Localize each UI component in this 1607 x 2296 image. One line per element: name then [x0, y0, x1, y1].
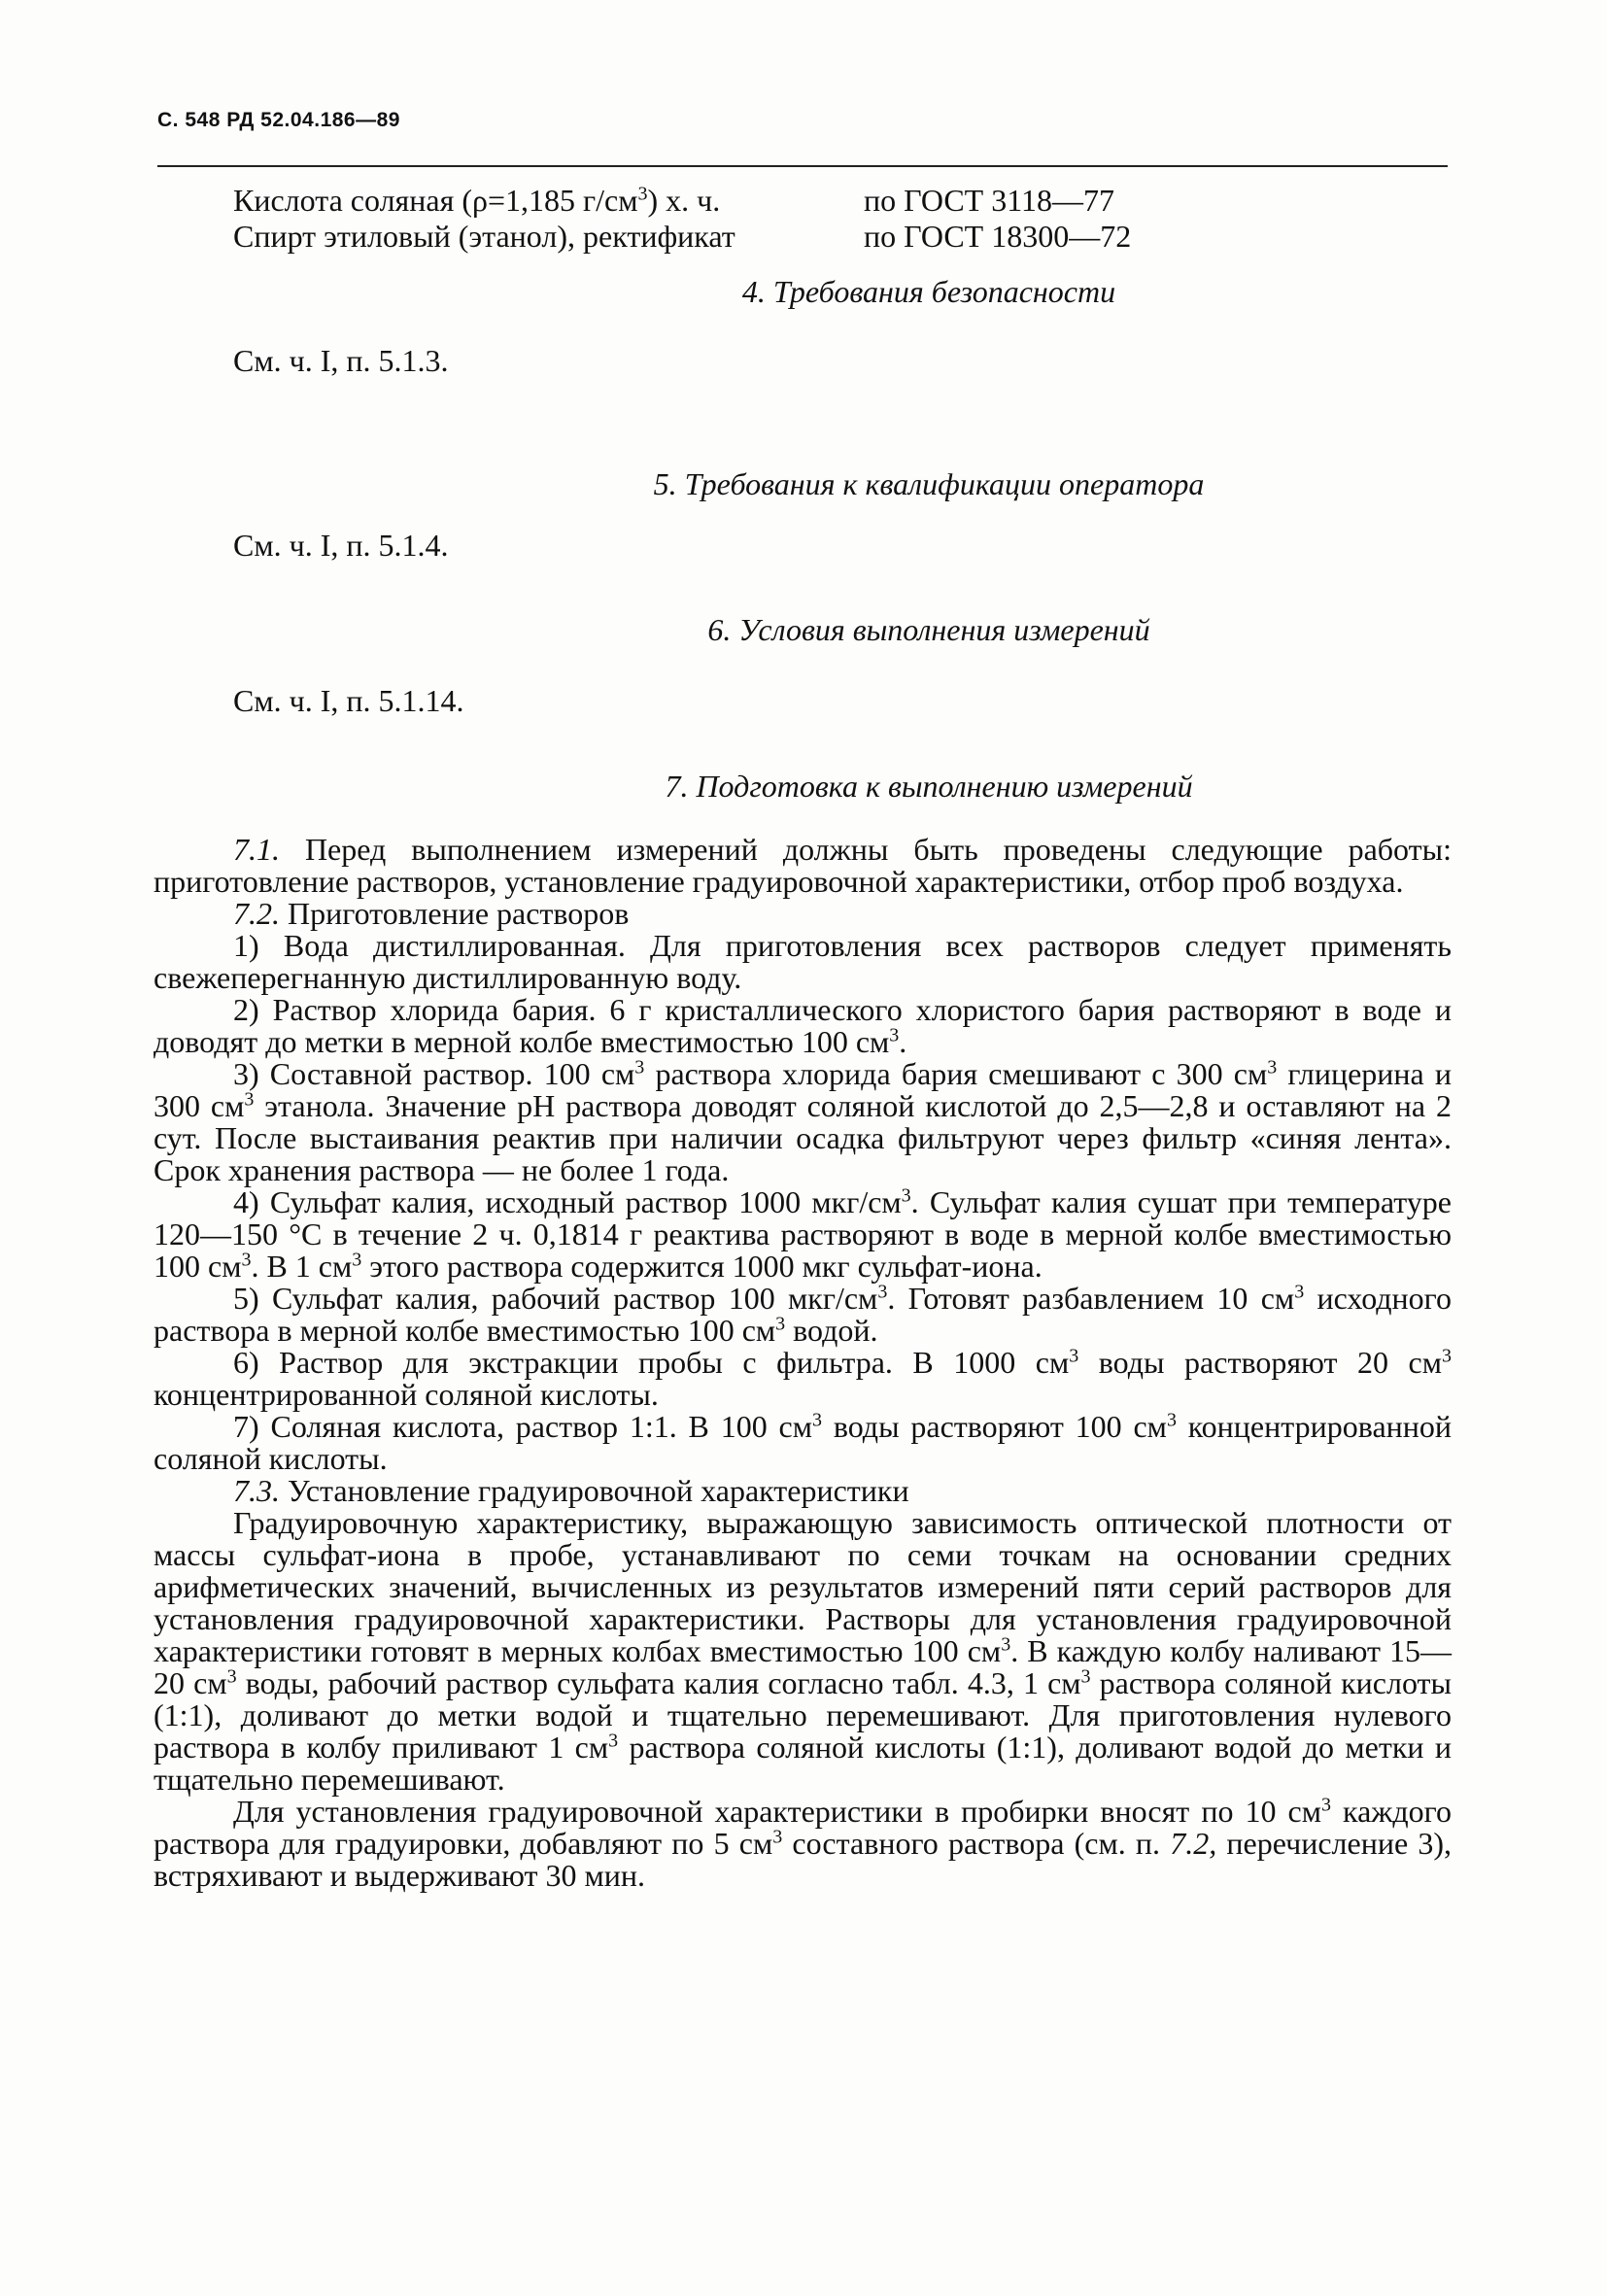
list-item-6: 6) Раствор для экстракции пробы с фильтра. В 1000 $см^3$ воды растворяют 20 $см^3$ концентрированной соляной кислоты. [154, 1345, 1453, 1412]
material-row [154, 185, 1452, 221]
list-item-1: 1) Вода дистиллированная. Для приготовления всех растворов следует применять свежеперегнанную дистиллированную воду. [154, 928, 1452, 995]
section-title-7: 7. Подготовка к выполнению измерений [665, 769, 1193, 804]
document-body [154, 185, 1452, 1892]
list-item-4: 4) Сульфат калия, исходный раствор 1000 мкг/$см^3$. Сульфат калия сушат при температуре 120—150 °С в течение 2 ч. 0,1814 г реактива растворяют в воде в мерной колбе вместимостью 100 $см^3$. В 1 $см^3$ этого раствора содержится 1000 мкг сульфат-иона. [154, 1184, 1452, 1284]
paragraph-7-2: 7.2. Приготовление растворов [233, 896, 630, 931]
header-rule [157, 165, 1448, 167]
material-standard: по ГОСТ 18300—72 [864, 219, 1132, 254]
material-row [154, 221, 1452, 257]
calibration-procedure-paragraph: Для установления градуировочной характеристики в пробирки вносят по 10 $см^3$ каждого раствора для градуировки, добавляют по 5 $см^3$ составного раствора (см. п. 7.2, перечисление 3), встряхивают и выдерживают 30 мин. [154, 1794, 1453, 1893]
calibration-paragraph: Градуировочную характеристику, выражающую зависимость оптической плотности от массы сульфат-иона в пробе, устанавливают по семи точкам на основании средних арифметических значений, вычисленных из результатов измерений пяти серий растворов для установления градуировочной характеристики. Растворы для установления градуировочной характеристики готовят в мерных колбах вместимостью 100 $см^3$. В каждую колбу наливают 15—20 $см^3$ воды, рабочий раствор сульфата калия согласно табл. 4.3, 1 $см^3$ раствора соляной кислоты (1:1), доливают до метки водой и тщательно перемешивают. Для приготовления нулевого раствора в колбу приливают 1 $см^3$ раствора соляной кислоты (1:1), доливают водой до метки и тщательно перемешивают. [154, 1505, 1453, 1797]
section-title-6: 6. Условия выполнения измерений [707, 612, 1150, 647]
list-item-2: 2) Раствор хлорида бария. 6 г кристаллического хлористого бария растворяют в воде и доводят до метки в мерной колбе вместимостью 100 $см^3$. [154, 992, 1452, 1059]
section-ref-4: См. ч. I, п. 5.1.3. [233, 343, 449, 378]
paragraph-7-3: 7.3. Установление градуировочной характеристики [233, 1473, 909, 1508]
section-ref-5: См. ч. I, п. 5.1.4. [233, 528, 449, 563]
material-name: Кислота соляная (ρ=1,185 $г/см^3$) х. ч. [233, 183, 721, 218]
paragraph-7-1: 7.1. Перед выполнением измерений должны быть проведены следующие работы: приготовление растворов, установление градуировочной характеристики, отбор проб воздуха. [154, 832, 1452, 899]
section-title-5: 5. Требования к квалификации оператора [653, 466, 1205, 501]
list-item-5: 5) Сульфат калия, рабочий раствор 100 мкг/$см^3$. Готовят разбавлением 10 $см^3$ исходного раствора в мерной колбе вместимостью 100 $см^3$ водой. [154, 1281, 1453, 1348]
material-name: Спирт этиловый (этанол), ректификат [233, 219, 735, 254]
list-item-3: 3) Составной раствор. 100 $см^3$ раствора хлорида бария смешивают с 300 $см^3$ глицерина и 300 $см^3$ этанола. Значение pH раствора доводят соляной кислотой до 2,5—2,8 и оставляют на 2 сут. После выстаивания реактив при наличии осадка фильтруют через фильтр «синяя лента». Срок хранения раствора — не более 1 года. [154, 1056, 1453, 1187]
section-ref-6: См. ч. I, п. 5.1.14. [233, 683, 464, 718]
page-header: С. 548 РД 52.04.186—89 [157, 109, 400, 131]
material-standard: по ГОСТ 3118—77 [864, 183, 1115, 218]
list-item-7: 7) Соляная кислота, раствор 1:1. В 100 $см^3$ воды растворяют 100 $см^3$ концентрированной соляной кислоты. [154, 1409, 1453, 1476]
section-title-4: 4. Требования безопасности [741, 274, 1116, 309]
